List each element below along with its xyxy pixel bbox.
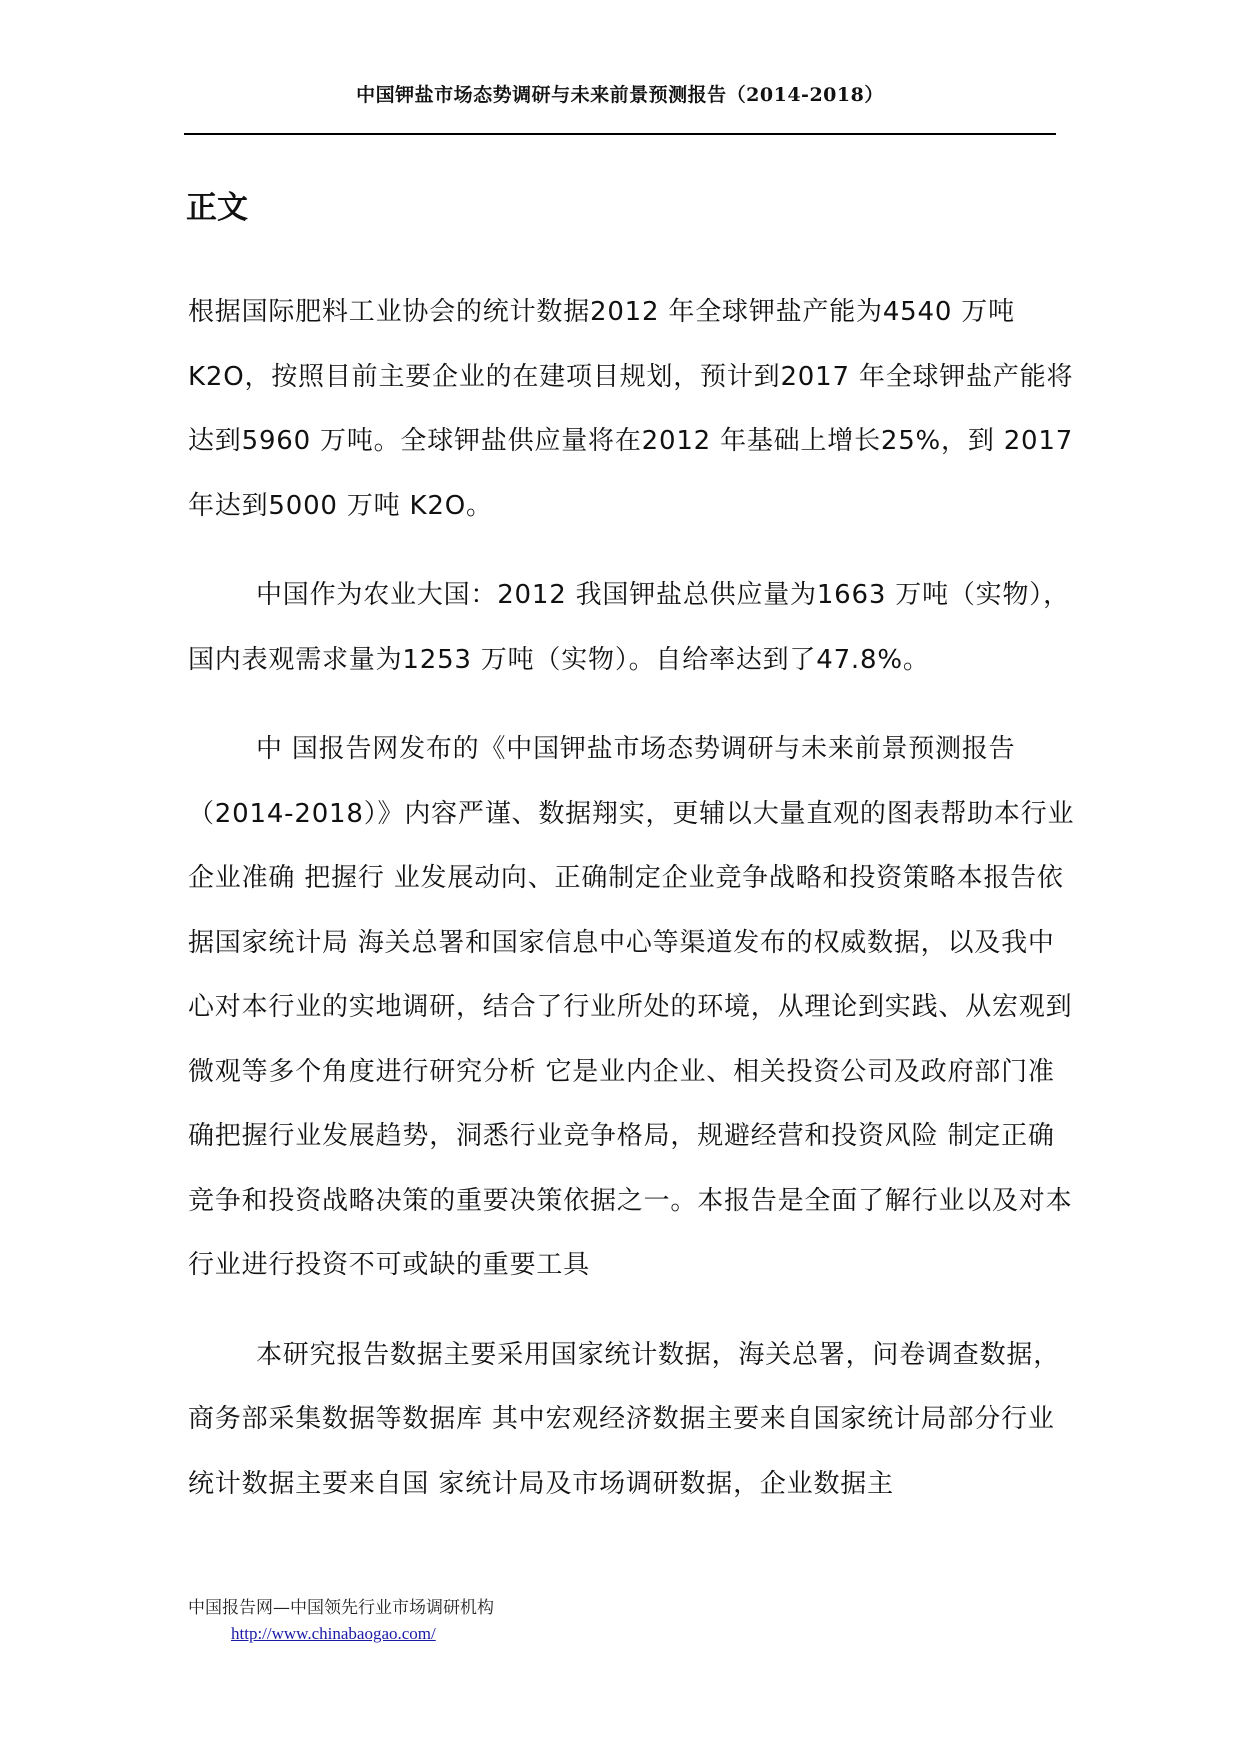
paragraph-data-sources: 本研究报告数据主要采用国家统计数据，海关总署，问卷调查数据，商务部采集数据等数据库 其中宏观经济数据主要来自国家统计局部分行业统计数据主要来自国 家统计局及市场调研数据，企业数据主 — [188, 1339, 1061, 1499]
footer-organization: 中国报告网—中国领先行业市场调研机构 — [188, 1598, 494, 1618]
page-footer — [188, 1595, 494, 1647]
body-text — [188, 280, 1080, 1541]
paragraph-report-intro: 中 国报告网发布的《中国钾盐市场态势调研与未来前景预测报告（2014-2018）》内容严谨、数据翔实，更辅以大量直观的图表帮助本行业企业准确 把握行 业发展动向、正确制定企业竞争战略和投资策略本报告依据国家统计局 海关总署和国家信息中心等渠道发布的权威数据，以及我中心对本行业的实地调研，结合了行业所处的环境，从理论到实践、从宏观到微观等多个角度进行研究分析 它是业内企业、相关投资公司及政府部门准确把握行业发展趋势，洞悉行业竞争格局，规避经营和投资风险 制定正确竞争和投资战略决策的重要决策依据之一。本报告是全面了解行业以及对本行业进行投资不可或缺的重要工具 — [188, 734, 1075, 1280]
section-title: 正文 — [186, 190, 248, 226]
paragraph-global-capacity: 根据国际肥料工业协会的统计数据2012 年全球钾盐产能为4540 万吨K2O，按照目前主要企业的在建项目规划，预计到2017 年全球钾盐产能将达到5960 万吨。全球钾盐供应量将在2012 年基础上增长25%，到 2017 年达到5000 万吨 K2O。 — [188, 297, 1074, 521]
paragraph-china-supply: 中国作为农业大国：2012 我国钾盐总供应量为1663 万吨（实物），国内表观需求量为1253 万吨（实物）。自给率达到了47.8%。 — [188, 580, 1070, 675]
header-divider — [184, 133, 1056, 135]
footer-website-link[interactable]: http://www.chinabaogao.com/ — [231, 1624, 436, 1643]
page-header-title: 中国钾盐市场态势调研与未来前景预测报告（2014-2018） — [356, 84, 884, 106]
